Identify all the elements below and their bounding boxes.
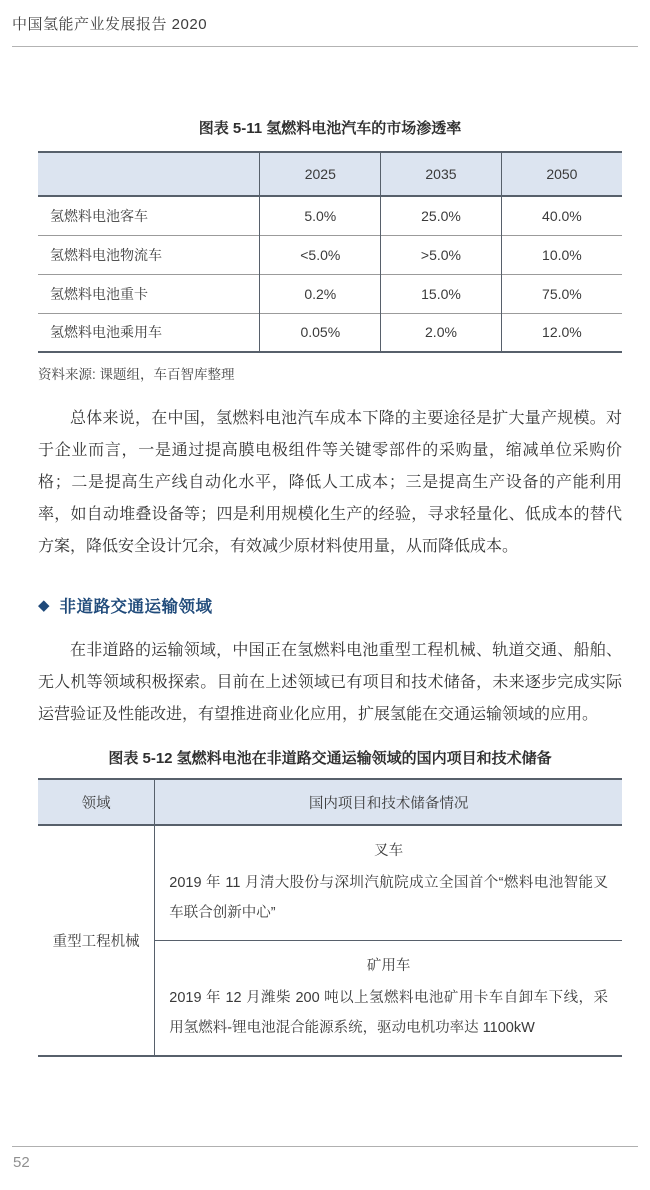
column-header-area: 领域 xyxy=(38,779,155,825)
data-source-note: 资料来源: 课题组，车百智库整理 xyxy=(38,367,235,382)
table-cell: 0.2% xyxy=(260,274,381,313)
entry-text: 2019 年 11 月清大股份与深圳汽航院成立全国首个“燃料电池智能叉车联合创新中心” xyxy=(169,875,608,921)
page-header xyxy=(12,0,638,47)
entry-subtitle: 矿用车 xyxy=(366,958,411,974)
figure-5-11-title: 图表 5-11 氢燃料电池汽车的市场渗透率 xyxy=(198,120,462,137)
table-cell: 40.0% xyxy=(501,196,622,235)
table-row xyxy=(38,274,622,313)
section-heading-non-road xyxy=(38,593,622,617)
body-paragraph-cost: 总体来说，在中国，氢燃料电池汽车成本下降的主要途径是扩大量产规模。对于企业而言，一是通过提高膜电极组件等关键零部件的采购量，缩减单位采购价格；二是提高生产线自动化水平，降低人工成本；三是提高生产设备的产能利用率，如自动堆叠设备等；四是利用规模化生产的经验，寻求轻量化、低成本的替代方案，降低安全设计冗余，有效减少原材料使用量，从而降低成本。 xyxy=(38,410,622,555)
column-header-2050: 2050 xyxy=(501,152,622,196)
entry-forklift xyxy=(155,825,622,941)
report-title: 中国氢能产业发展报告 2020 xyxy=(12,16,208,33)
entry-text: 2019 年 12 月潍柴 200 吨以上氢燃料电池矿用卡车自卸车下线，采用氢燃料-锂电池混合能源系统，驱动电机功率达 1100kW xyxy=(169,990,608,1036)
table-row xyxy=(38,313,622,352)
table-header-row xyxy=(38,152,622,196)
table-cell: 12.0% xyxy=(501,313,622,352)
table-cell: 0.05% xyxy=(260,313,381,352)
entry-mining-truck xyxy=(155,941,622,1057)
page-footer xyxy=(12,1146,638,1171)
entry-subtitle: 叉车 xyxy=(374,843,404,859)
table-row xyxy=(38,196,622,235)
table-cell: 25.0% xyxy=(381,196,502,235)
area-label: 重型工程机械 xyxy=(52,934,140,950)
section-heading-label: 非道路交通运输领域 xyxy=(59,598,213,616)
table-row xyxy=(38,235,622,274)
table-cell: 2.0% xyxy=(381,313,502,352)
column-header-2025: 2025 xyxy=(260,152,381,196)
table-cell: 5.0% xyxy=(260,196,381,235)
table-cell: >5.0% xyxy=(381,235,502,274)
table-cell: 75.0% xyxy=(501,274,622,313)
page-number: 52 xyxy=(13,1154,30,1171)
table-cell: 15.0% xyxy=(381,274,502,313)
page-content xyxy=(38,47,622,1057)
table-header-row xyxy=(38,779,622,825)
non-road-projects-table xyxy=(38,778,622,1057)
table-cell: 10.0% xyxy=(501,235,622,274)
column-header-empty xyxy=(38,152,260,196)
row-label: 氢燃料电池重卡 xyxy=(38,274,260,313)
market-penetration-table xyxy=(38,151,622,353)
table-row xyxy=(38,825,622,941)
row-label: 氢燃料电池客车 xyxy=(50,207,148,224)
table-cell: <5.0% xyxy=(260,235,381,274)
row-label: 氢燃料电池乘用车 xyxy=(38,313,260,352)
column-header-2035: 2035 xyxy=(381,152,502,196)
column-header-projects: 国内项目和技术储备情况 xyxy=(155,779,622,825)
row-label: 氢燃料电池物流车 xyxy=(38,235,260,274)
diamond-bullet-icon: ◆ xyxy=(38,596,50,614)
figure-5-12-title: 图表 5-12 氢燃料电池在非道路交通运输领域的国内项目和技术储备 xyxy=(108,750,552,767)
body-paragraph-non-road: 在非道路的运输领域，中国正在氢燃料电池重型工程机械、轨道交通、船舶、无人机等领域积极探索。目前在上述领域已有项目和技术储备，未来逐步完成实际运营验证及性能改进，有望推进商业化应用，扩展氢能在交通运输领域的应用。 xyxy=(38,642,622,723)
